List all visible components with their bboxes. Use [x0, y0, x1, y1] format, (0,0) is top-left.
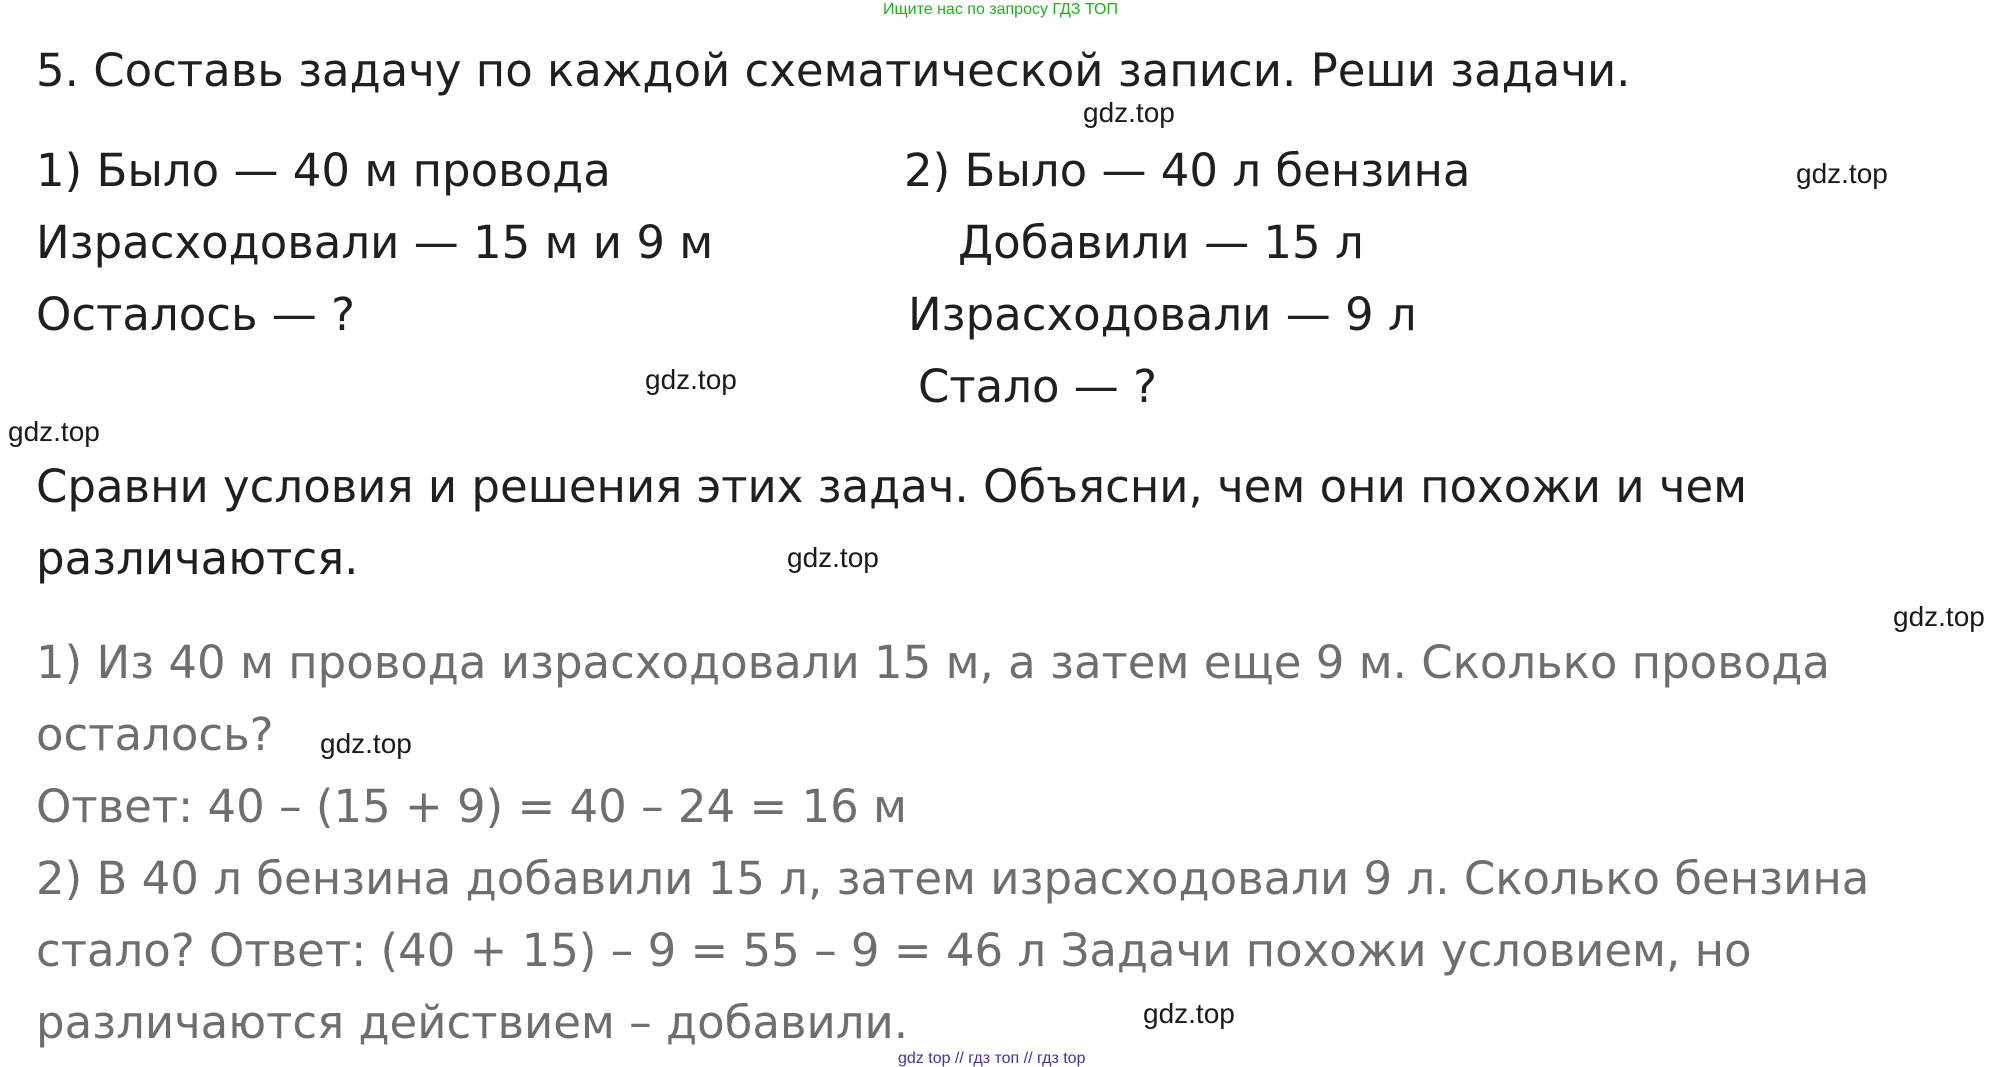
watermark: gdz.top — [1796, 158, 1888, 189]
answer-line5: стало? Ответ: (40 + 15) – 9 = 55 – 9 = 46 л Задачи похожи условием, но — [36, 924, 1752, 977]
watermark: gdz.top — [1143, 998, 1235, 1029]
scheme1-line3: Осталось — ? — [36, 288, 355, 341]
answer-line1: 1) Из 40 м провода израсходовали 15 м, а затем еще 9 м. Сколько провода — [36, 636, 1830, 689]
top-banner[interactable]: Ищите нас по запросу ГДЗ ТОП — [883, 1, 1118, 18]
scheme2-line1: 2) Было — 40 л бензина — [904, 144, 1471, 197]
answer-line3: Ответ: 40 – (15 + 9) = 40 – 24 = 16 м — [36, 780, 907, 833]
watermark: gdz.top — [1893, 601, 1985, 632]
compare-line2: различаются. — [36, 532, 359, 585]
scheme1-line1: 1) Было — 40 м провода — [36, 144, 611, 197]
watermark: gdz.top — [645, 364, 737, 395]
watermark: gdz.top — [8, 416, 100, 447]
watermark: gdz.top — [787, 542, 879, 573]
answer-line2: осталось? — [36, 708, 274, 761]
answer-line6: различаются действием – добавили. — [36, 996, 909, 1049]
watermark: gdz.top — [1083, 97, 1175, 128]
scheme2-line2: Добавили — 15 л — [958, 216, 1364, 269]
answer-line4: 2) В 40 л бензина добавили 15 л, затем израсходовали 9 л. Сколько бензина — [36, 852, 1870, 905]
bottom-banner[interactable]: gdz top // гдз топ // гдз top — [898, 1050, 1086, 1067]
task-title: 5. Составь задачу по каждой схематической записи. Реши задачи. — [36, 44, 1631, 97]
scheme2-line3: Израсходовали — 9 л — [908, 288, 1417, 341]
scheme2-line4: Стало — ? — [918, 360, 1157, 413]
scheme1-line2: Израсходовали — 15 м и 9 м — [36, 216, 714, 269]
watermark: gdz.top — [320, 728, 412, 759]
compare-line1: Сравни условия и решения этих задач. Объясни, чем они похожи и чем — [36, 460, 1748, 513]
